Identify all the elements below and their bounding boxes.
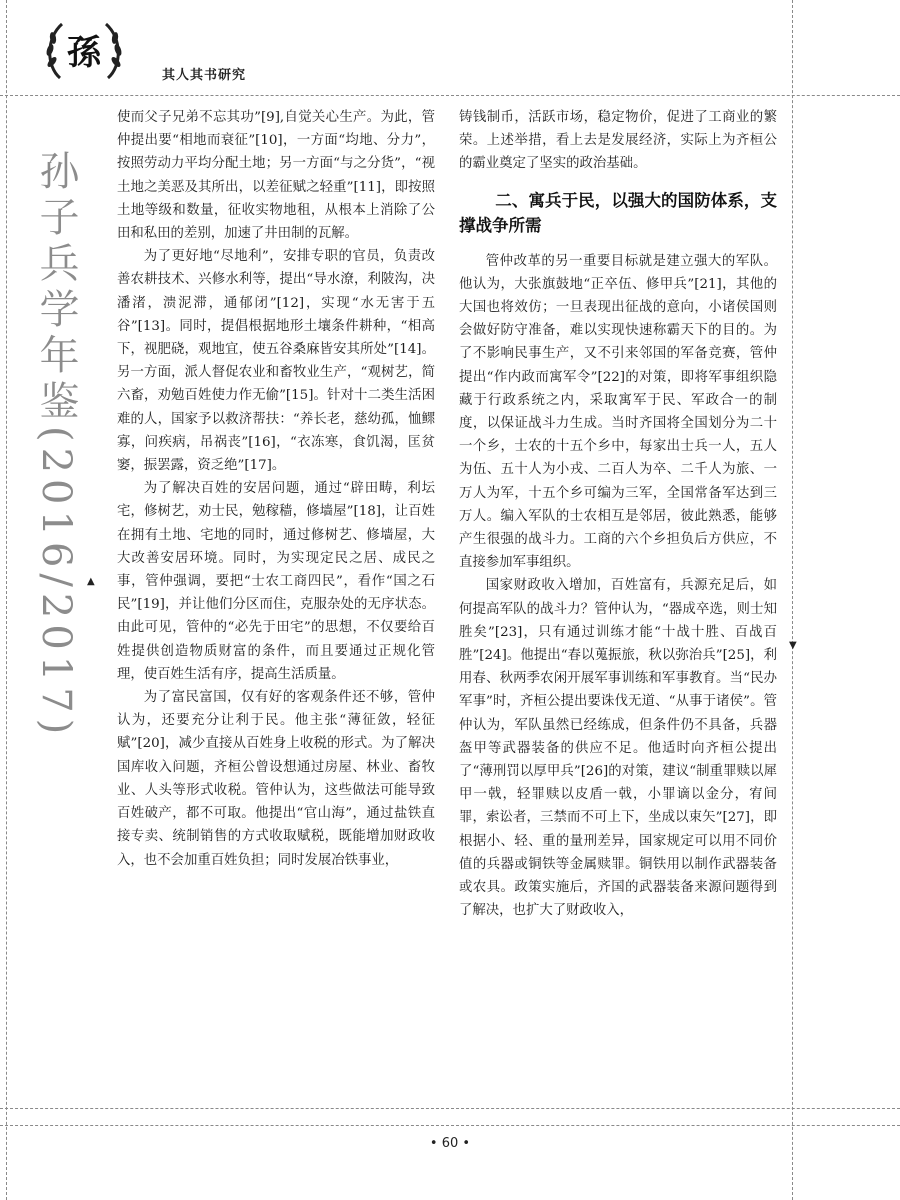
- right-text-column: [459, 106, 777, 923]
- section-header-title: 其人其书研究: [162, 68, 247, 83]
- logo-glyph: 孫: [67, 33, 101, 73]
- header-dashed-line: [0, 95, 900, 96]
- paragraph: 国家财政收入增加，百姓富有，兵源充足后，如何提高军队的战斗力？管仲认为，“器成卒选，则士知胜矣”[23]，只有通过训练才能“十战十胜、百战百胜”[24]。他提出“春以蒐振旅，秋以弥治兵”[25]，利用春、秋两季农闲开展军事训练和军事教育。当“民办军事”时，齐桓公提出要诛伐无道、“从事于诸侯”。管仲认为，军队虽然已经练成，但条件仍不具备，兵器盔甲等武器装备的供应不足。他适时向齐桓公提出了“薄刑罚以厚甲兵”[26]的对策，建议“制重罪赎以犀甲一戟，轻罪赎以皮盾一戟，小罪谪以金分，宥间罪，索讼者，三禁而不可上下，坐成以束矢”[27]，即根据小、轻、重的量刑差异，国家规定可以用不同价值的兵器或铜铁等金属赎罪。铜铁用以制作武器装备或农具。政策实施后，齐国的武器装备来源问题得到了解决，也扩大了财政收入，: [459, 578, 777, 919]
- paragraph: 铸钱制币，活跃市场，稳定物价，促进了工商业的繁荣。上述举措，看上去是发展经济，实际上为齐桓公的霸业奠定了坚实的政治基础。: [459, 110, 777, 172]
- up-triangle-icon: ▲: [87, 576, 95, 587]
- paragraph: 管仲改革的另一重要目标就是建立强大的军队。他认为，大张旗鼓地“正卒伍、修甲兵”[21]，其他的大国也将效仿；一旦表现出征战的意向，小诸侯国则会做好防守准备，难以实现快速称霸天下的目的。为了不影响民事生产，又不引来邻国的军备竞赛，管仲提出“作内政而寓军令”[22]的对策，即将军事组织隐藏于行政系统之内，采取寓军于民、军政合一的制度，以保证战斗力生成。当时齐国将全国划分为二十一个乡，士农的十五个乡中，每家出士兵一人，五人为伍、五十人为小戎、二百人为卒、二千人为旅、一万人为军，十五个乡可编为三军，全国常备军达到三万人。编入军队的士农相互是邻居，彼此熟悉，能够产生很强的战斗力。工商的六个乡担负后方供应，不直接参加军事组织。: [459, 253, 777, 571]
- paragraph: 使而父子兄弟不忘其功”[9],自觉关心生产。为此，管仲提出要“相地而衰征”[10]，一方面“均地、分力”，按照劳动力平均分配土地；另一方面“与之分货”，“视土地之美恶及其所出，以差征赋之轻重”[11]，即按照土地等级和数量，征收实物地租，从根本上消除了公田和私田的差别，加速了井田制的瓦解。: [117, 110, 435, 242]
- footer-dashed-line-lower: [0, 1125, 900, 1126]
- left-text-column: [117, 106, 435, 872]
- paragraph: 为了富民富国，仅有好的客观条件还不够，管仲认为，还要充分让利于民。他主张“薄征敛，轻征赋”[20]，减少直接从百姓身上收税的形式。为了解决国库收入问题，齐桓公曾设想通过房屋、林业、畜牧业、人头等形式收税。管仲认为，这些做法可能导致百姓破产，都不可取。他提出“官山海”，通过盐铁直接专卖、统制销售的方式收取赋税，既能增加财政收入，也不会加重百姓负担；同时发展冶铁事业，: [117, 690, 435, 868]
- down-triangle-icon: ▼: [789, 640, 797, 651]
- right-dashed-margin-line: [792, 0, 793, 1200]
- left-dashed-margin-line: [6, 0, 7, 1200]
- page-number: • 60 •: [429, 1136, 471, 1151]
- paragraph: 为了解决百姓的安居问题，通过“辟田畴，利坛宅，修树艺，劝士民，勉稼穑，修墙屋”[18]，让百姓在拥有土地、宅地的同时，通过修树艺、修墙屋，大大改善安居环境。同时，为实现定民之居、成民之事，管仲强调，要把“士农工商四民”，看作“国之石民”[19]，并让他们分区而住，克服杂处的无序状态。由此可见，管仲的“必先于田宅”的思想，不仅要给百姓提供创造物质财富的条件，而且要通过正规化管理，使百姓生活有序，提高生活质量。: [117, 481, 435, 682]
- footer-dashed-line-upper: [0, 1108, 900, 1109]
- section-heading: 二、寓兵于民，以强大的国防体系，支撑战争所需: [459, 190, 777, 235]
- laurel-emblem-icon: [40, 18, 128, 84]
- yearbook-vertical-title: 孙子兵学年鉴(2016/2017): [33, 150, 79, 741]
- journal-logo: [40, 18, 128, 84]
- paragraph: 为了更好地“尽地利”，安排专职的官员，负责改善农耕技术、兴修水利等，提出“导水潦，利陂沟，决潘渚，溃泥滞，通郁闭”[12]，实现“水无害于五谷”[13]。同时，提倡根据地形土壤条件耕种，“相高下，视肥硗，观地宜，使五谷桑麻皆安其所处”[14]。另一方面，派人督促农业和畜牧业生产，“观树艺，简六畜，劝勉百姓使力作无偷”[15]。针对十二类生活困难的人，国家予以救济帮扶：“养长老，慈幼孤，恤鳏寡，问疾病，吊祸丧”[16]，“衣冻寒，食饥渴，匡贫窭，振罢露，资乏绝”[17]。: [117, 249, 435, 474]
